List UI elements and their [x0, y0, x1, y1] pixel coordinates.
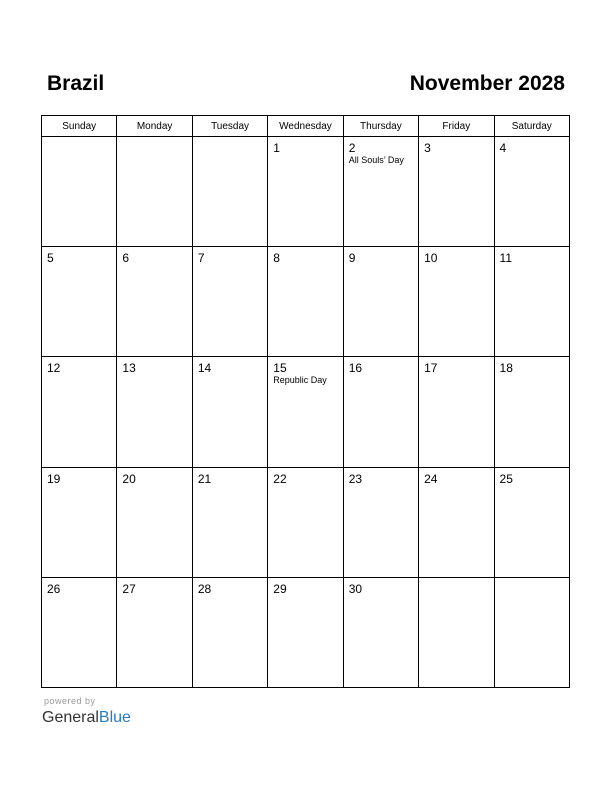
day-number	[42, 137, 116, 141]
day-number: 19	[47, 471, 61, 486]
week-row	[42, 467, 570, 577]
day-number: 5	[47, 251, 54, 266]
day-cell	[117, 137, 192, 247]
day-cell	[268, 357, 343, 467]
brand-blue-text: Blue	[98, 709, 131, 726]
day-number: 4	[499, 141, 507, 155]
day-cell	[419, 467, 494, 577]
day-number: 14	[197, 361, 212, 376]
day-number	[419, 578, 493, 582]
day-number: 3	[424, 141, 431, 155]
day-cell	[192, 577, 267, 687]
week-row	[42, 357, 570, 467]
day-number: 23	[348, 471, 363, 486]
day-cell	[268, 577, 343, 687]
day-cell	[343, 137, 418, 247]
day-number: 10	[424, 251, 438, 266]
weekday-saturday: Saturday	[494, 116, 569, 137]
day-cell	[117, 577, 192, 687]
day-cell	[192, 247, 267, 357]
day-cell	[343, 467, 418, 577]
day-cell	[42, 577, 117, 687]
day-cell	[42, 137, 117, 247]
day-number: 17	[424, 361, 438, 376]
day-number: 26	[47, 581, 61, 596]
day-number: 1	[273, 141, 280, 155]
weekday-tuesday: Tuesday	[192, 116, 267, 137]
generalblue-logo[interactable]	[42, 708, 131, 728]
day-number: 27	[122, 581, 136, 596]
day-cell	[268, 137, 343, 247]
day-number: 9	[348, 251, 356, 266]
day-cell	[42, 467, 117, 577]
day-number: 18	[499, 361, 513, 376]
calendar-grid	[41, 115, 570, 688]
weekday-wednesday: Wednesday	[268, 116, 343, 137]
day-cell	[192, 137, 267, 247]
day-cell	[117, 357, 192, 467]
day-number: 20	[122, 471, 136, 486]
day-number: 13	[122, 361, 136, 376]
day-number: 7	[197, 251, 205, 266]
day-cell	[494, 577, 569, 687]
day-cell	[42, 247, 117, 357]
day-number: 16	[348, 361, 363, 376]
weekday-header-row	[42, 116, 570, 137]
powered-by-label: powered by	[44, 696, 96, 706]
day-number: 21	[197, 471, 212, 486]
day-number: 2	[348, 141, 356, 155]
day-cell	[343, 357, 418, 467]
day-cell	[268, 467, 343, 577]
day-number: 6	[122, 251, 130, 266]
week-row	[42, 577, 570, 687]
weekday-thursday: Thursday	[343, 116, 418, 137]
weekday-friday: Friday	[419, 116, 494, 137]
day-cell	[494, 467, 569, 577]
day-number: 29	[273, 581, 287, 596]
day-cell	[192, 467, 267, 577]
day-number	[495, 578, 569, 582]
day-cell	[343, 247, 418, 357]
day-number: 15	[273, 361, 287, 376]
day-cell	[419, 247, 494, 357]
country-title: Brazil	[47, 72, 105, 95]
day-cell	[494, 137, 569, 247]
day-number: 24	[424, 471, 438, 486]
day-number	[117, 137, 191, 141]
month-year-title: November 2028	[409, 72, 565, 95]
day-number: 28	[197, 581, 212, 596]
day-cell	[419, 137, 494, 247]
day-number: 25	[499, 471, 513, 486]
brand-general-text: General	[42, 709, 99, 726]
day-number: 12	[47, 361, 61, 376]
holiday-label: All Souls’ Day	[348, 155, 404, 165]
day-cell	[343, 577, 418, 687]
week-row	[42, 247, 570, 357]
day-number: 11	[499, 251, 512, 266]
day-cell	[419, 357, 494, 467]
day-cell	[419, 577, 494, 687]
day-cell	[494, 247, 569, 357]
day-cell	[192, 357, 267, 467]
day-number: 8	[273, 251, 280, 266]
day-number: 22	[273, 471, 287, 486]
day-cell	[117, 467, 192, 577]
day-number: 30	[348, 581, 363, 596]
week-row	[42, 137, 570, 247]
weekday-sunday: Sunday	[42, 116, 117, 137]
day-number	[193, 137, 267, 141]
weekday-monday: Monday	[117, 116, 192, 137]
day-cell	[117, 247, 192, 357]
day-cell	[268, 247, 343, 357]
holiday-label: Republic Day	[273, 375, 327, 386]
day-cell	[42, 357, 117, 467]
day-cell	[494, 357, 569, 467]
